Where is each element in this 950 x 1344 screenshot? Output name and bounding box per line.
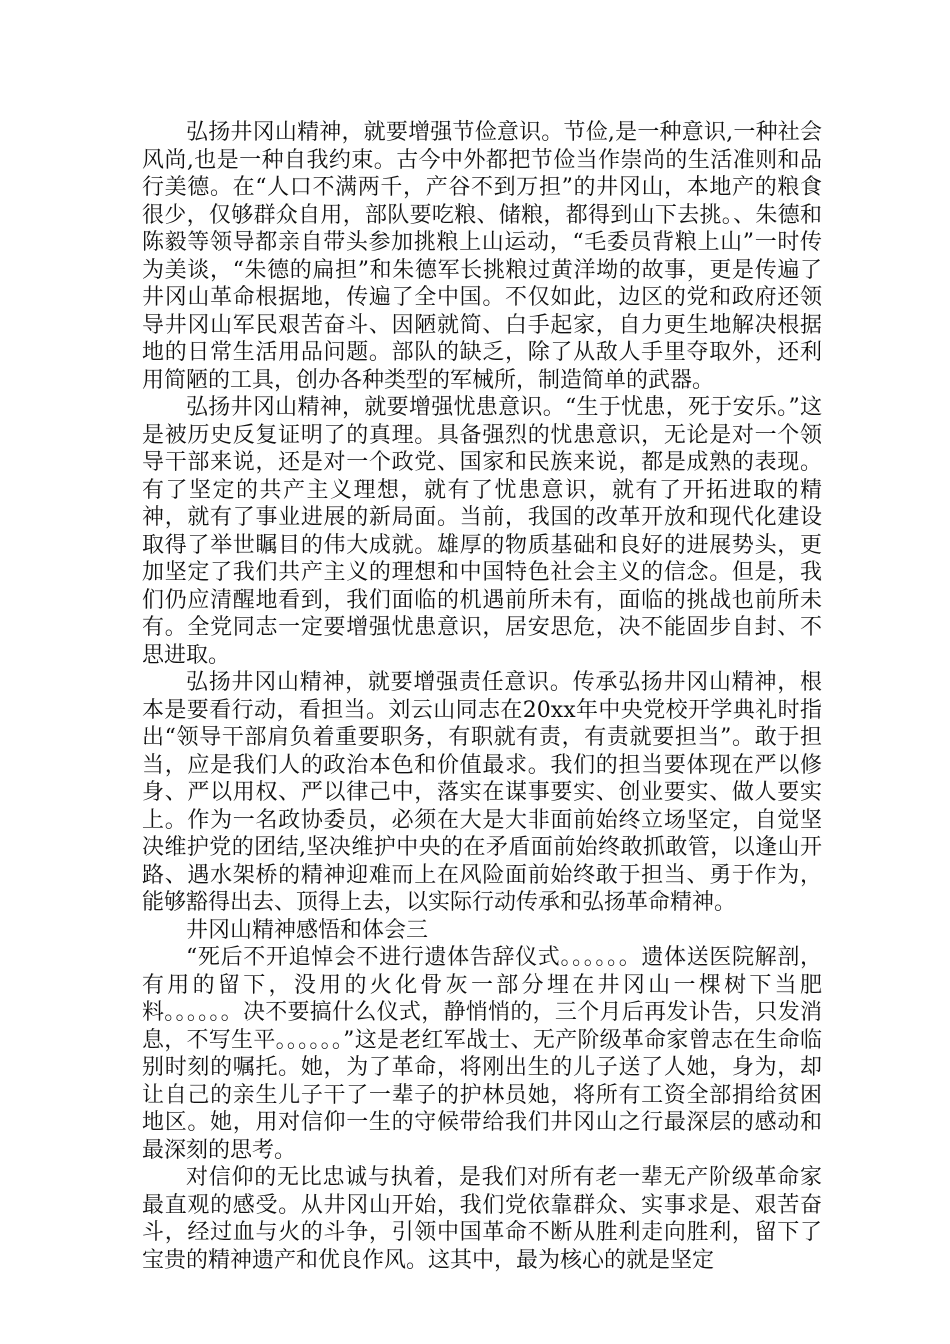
section-heading: 井冈山精神感悟和体会三 bbox=[186, 917, 429, 943]
paragraph-faith: 对信仰的无比忠诚与执着，是我们对所有老一辈无产阶级革命家最直观的感受。从井冈山开始，我们党依靠群众、实事求是、艰苦奋斗，经过血与火的斗争，引领中国革命不断从胜利走向胜利，留下了宝贵的精神遗产和优良作风。这其中，最为核心的就是坚定 bbox=[142, 1165, 822, 1273]
paragraph-vigilance: 弘扬井冈山精神，就要增强忧患意识。“生于忧患，死于安乐。”这是被历史反复证明了的真理。具备强烈的忧患意识，无论是对一个领导干部来说，还是对一个政党、国家和民族来说，都是成熟的表现。有了坚定的共产主义理想，就有了忧患意识，就有了开拓进取的精神，就有了事业进展的新局面。当前，我国的改革开放和现代化建设取得了举世瞩目的伟大成就。雄厚的物质基础和良好的进展势头，更加坚定了我们共产主义的理想和中国特色社会主义的信念。但是，我们仍应清醒地看到，我们面临的机遇前所未有，面临的挑战也前所未有。全党同志一定要增强忧患意识，居安思危，决不能固步自封、不思进取。 bbox=[142, 395, 822, 668]
paragraph-responsibility: 弘扬井冈山精神，就要增强责任意识。传承弘扬井冈山精神，根本是要看行动，看担当。刘云山同志在20xx年中央党校开学典礼时指出“领导干部肩负着重要职务，有职就有责，有责就要担当”。敢于担当，应是我们人的政治本色和价值最求。我们的担当要体现在严以修身、严以用权、严以律己中，落实在谋事要实、创业要实、做人要实上。作为一名政协委员，必须在大是大非面前始终立场坚定，自觉坚决维护党的团结,坚决维护中央的在矛盾面前始终敢抓敢管，以逢山开路、遇水架桥的精神迎难而上在风险面前始终敢于担当、勇于作为，能够豁得出去、顶得上去，以实际行动传承和弘扬革命精神。 bbox=[142, 670, 822, 915]
paragraph-frugality: 弘扬井冈山精神，就要增强节俭意识。节俭,是一种意识,一种社会风尚,也是一种自我约束。古今中外都把节俭当作崇尚的生活准则和品行美德。在“人口不满两千，产谷不到万担”的井冈山，本地产的粮食很少，仅够群众自用，部队要吃粮、储粮，都得到山下去挑。、朱德和陈毅等领导都亲自带头参加挑粮上山运动，“毛委员背粮上山”一时传为美谈，“朱德的扁担”和朱德军长挑粮过黄洋坳的故事，更是传遍了井冈山革命根据地，传遍了全中国。不仅如此，边区的党和政府还领导井冈山军民艰苦奋斗、因陋就简、白手起家，自力更生地解决根据地的日常生活用品问题。部队的缺乏，除了从敌人手里夺取外，还利用简陋的工具，创办各种类型的军械所，制造简单的武器。 bbox=[142, 120, 822, 393]
paragraph-zeng-zhi: “死后不开追悼会不进行遗体告辞仪式。。。。。。遗体送医院解剖，有用的留下，没用的火化骨灰一部分埋在井冈山一棵树下当肥料。。。。。。决不要搞什么仪式，静悄悄的，三个月后再发讣告，只发消息，不写生平。。。。。。”这是老红军战士、无产阶级革命家曾志在生命临别时刻的嘱托。她，为了革命，将刚出生的儿子送了人她，身为，却让自己的亲生儿子干了一辈子的护林员她，将所有工资全部捐给贫困地区。她，用对信仰一生的守候带给我们井冈山之行最深层的感动和最深刻的思考。 bbox=[142, 945, 822, 1163]
document-body bbox=[142, 119, 822, 1274]
